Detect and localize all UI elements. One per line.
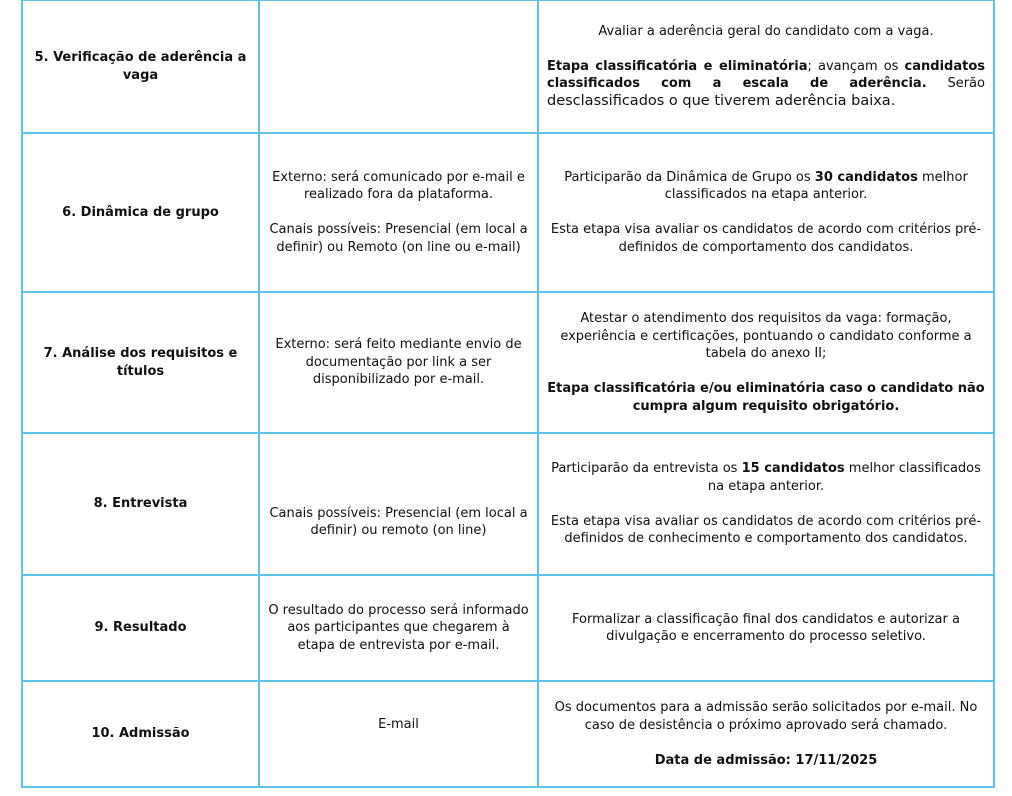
text: Serão — [926, 76, 985, 92]
channel-cell — [259, 133, 538, 292]
channel-paragraph: Externo: será feito mediante envio de documentação por link a ser disponibilizado por e-mail. — [275, 337, 522, 388]
text: Participarão da entrevista os — [551, 461, 742, 477]
description-paragraph — [547, 58, 985, 111]
description-paragraph: Avaliar a aderência geral do candidato com a vaga. — [598, 23, 934, 39]
channel-cell — [259, 681, 538, 787]
admission-date: Data de admissão: 17/11/2025 — [654, 752, 878, 768]
description-paragraph: Formalizar a classificação final dos candidatos e autorizar a divulgação e encerramento do processo seletivo. — [572, 611, 960, 644]
table-row — [22, 133, 994, 292]
table-row — [22, 433, 994, 575]
step-name: 6. Dinâmica de grupo — [62, 204, 219, 220]
step-name: 8. Entrevista — [93, 496, 188, 512]
description-paragraph: Os documentos para a admissão serão solicitados por e-mail. No caso de desistência o próximo aprovado será chamado. — [554, 700, 978, 733]
channel-paragraph: Canais possíveis: Presencial (em local a definir) ou remoto (on line) — [269, 505, 528, 538]
description-cell — [538, 575, 994, 681]
channel-paragraph: E-mail — [378, 717, 419, 733]
text: Participarão da Dinâmica de Grupo os — [564, 169, 815, 185]
bold-text: Etapa classificatória e/ou eliminatória caso o candidato não cumpra algum requisito obrigatório. — [547, 381, 985, 414]
bold-text: Etapa classificatória e eliminatória — [547, 58, 808, 74]
text: melhor classificados na etapa anterior. — [664, 169, 968, 203]
table-row — [22, 292, 994, 433]
table-row — [22, 681, 994, 787]
description-paragraph — [547, 380, 985, 415]
channel-paragraph: Externo: será comunicado por e-mail e realizado fora da plataforma. — [272, 169, 525, 203]
selection-process-table-container — [21, 0, 993, 788]
description-paragraph: Esta etapa visa avaliar os candidatos de acordo com critérios pré-definidos de conhecimento e comportamento dos candidatos. — [550, 513, 982, 547]
bold-text: 15 candidatos — [741, 461, 845, 477]
channel-paragraph: O resultado do processo será informado aos participantes que chegarem à etapa de entrevista por e-mail. — [268, 602, 529, 653]
step-name-cell — [22, 133, 259, 292]
text: desclassificados o que tiverem aderência baixa. — [547, 92, 896, 109]
text: ; avançam os — [807, 58, 905, 74]
channel-cell — [259, 292, 538, 433]
table-row — [22, 0, 994, 133]
step-name-cell — [22, 292, 259, 433]
step-name-cell — [22, 433, 259, 575]
description-cell — [538, 433, 994, 575]
table-row — [22, 575, 994, 681]
step-name-cell — [22, 0, 259, 133]
description-cell — [538, 292, 994, 433]
step-name: 7. Análise dos requisitos e títulos — [43, 346, 238, 379]
step-name-cell — [22, 575, 259, 681]
bold-text: candidatos classificados com a escala de aderência. — [547, 58, 985, 92]
step-name-cell — [22, 681, 259, 787]
description-paragraph: Atestar o atendimento dos requisitos da vaga: formação, experiência e certificações, pontuando o candidato conforme a tabela do anexo II; — [560, 311, 972, 361]
description-paragraph: Esta etapa visa avaliar os candidatos de acordo com critérios pré-definidos de comportamento dos candidatos. — [550, 222, 982, 255]
channel-cell — [259, 0, 538, 133]
bold-text: 30 candidatos — [814, 169, 918, 185]
selection-process-table — [21, 0, 995, 788]
step-name: 9. Resultado — [94, 620, 187, 636]
description-cell — [538, 0, 994, 133]
description-paragraph — [547, 460, 985, 495]
step-name: 5. Verificação de aderência a vaga — [34, 50, 247, 83]
channel-paragraph: Canais possíveis: Presencial (em local a definir) ou Remoto (on line ou e-mail) — [269, 222, 528, 255]
description-cell — [538, 133, 994, 292]
text: melhor classificados na etapa anterior. — [707, 461, 981, 494]
description-cell — [538, 681, 994, 787]
channel-cell — [259, 575, 538, 681]
description-paragraph — [547, 169, 985, 204]
step-name: 10. Admissão — [91, 726, 190, 742]
channel-cell — [259, 433, 538, 575]
description-paragraph — [547, 752, 985, 770]
